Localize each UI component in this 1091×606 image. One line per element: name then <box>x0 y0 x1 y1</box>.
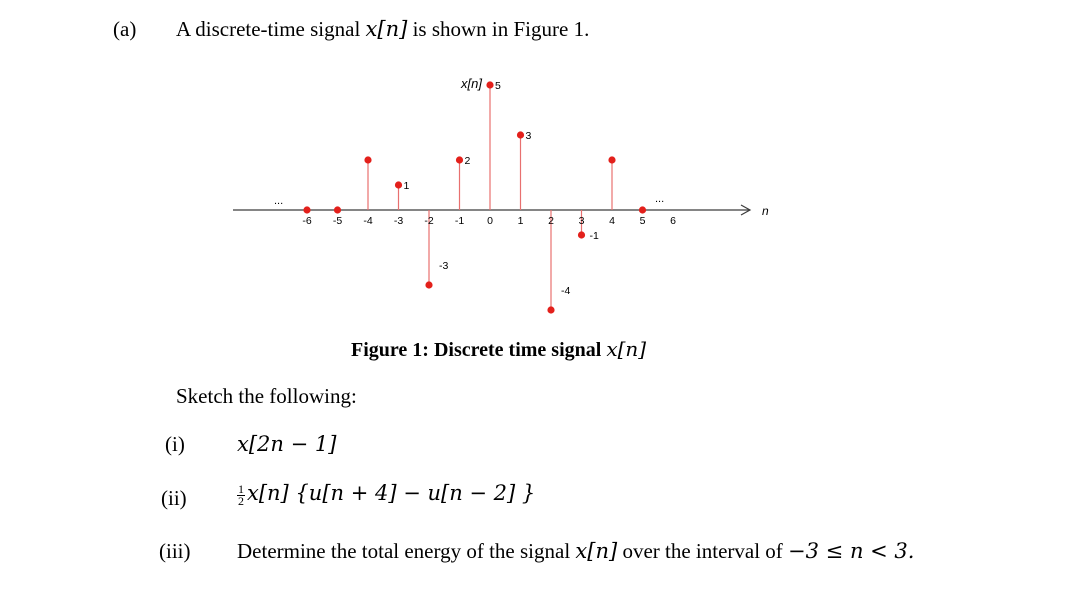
stem-value-label: 5 <box>495 80 501 92</box>
figure-caption <box>351 337 646 362</box>
x-tick-label: -5 <box>332 215 343 227</box>
stem-value-label: 3 <box>525 130 532 142</box>
stem-value-label: 1 <box>403 180 410 192</box>
item-ii-expr-wrap <box>237 481 535 507</box>
x-tick-label: 5 <box>639 215 646 227</box>
stem-marker <box>334 206 341 213</box>
stem-marker <box>547 306 554 313</box>
stem-marker <box>486 81 493 88</box>
x-tick-label: 6 <box>670 215 676 227</box>
x-tick-label: 1 <box>517 215 524 227</box>
stem-marker <box>364 156 371 163</box>
stem-marker <box>425 281 432 288</box>
stem-marker <box>395 181 402 188</box>
stem-marker <box>608 156 615 163</box>
item-ii-label: (ii) <box>161 486 187 510</box>
x-tick-label: 3 <box>578 215 585 227</box>
item-iii-text: Determine the total energy of the signal <box>237 539 571 563</box>
item-iii-text-wrap <box>237 539 914 564</box>
item-i-label: (i) <box>165 432 185 456</box>
intro-suffix: is shown in Figure 1. <box>412 17 590 41</box>
item-iii-label: (iii) <box>159 539 191 563</box>
x-tick-label: -2 <box>424 215 434 227</box>
x-tick-label: -3 <box>393 215 404 227</box>
x-tick-label: 2 <box>548 215 554 227</box>
x-tick-label: 0 <box>487 215 493 227</box>
x-tick-label: -1 <box>454 215 465 227</box>
caption-signal: x[n] <box>606 337 647 361</box>
instruction: Sketch the following: <box>176 384 357 408</box>
stem-marker <box>578 231 585 238</box>
x-tick-label: 4 <box>609 215 615 227</box>
left-ellipsis: ... <box>274 195 284 207</box>
stem-marker <box>303 206 310 213</box>
right-ellipsis: ... <box>655 193 665 205</box>
part-label: (a) <box>113 17 137 41</box>
item-iii-interval: −3 ≤ n < 3. <box>788 539 915 563</box>
item-ii-fraction <box>237 481 245 508</box>
item-iii-signal: x[n] <box>575 539 618 563</box>
intro-signal: x[n] <box>365 17 408 41</box>
frac-numerator: 1 <box>238 481 244 496</box>
stem-marker <box>456 156 463 163</box>
x-tick-label: -6 <box>302 215 312 227</box>
stem-marker <box>639 206 646 213</box>
stem-value-label: -4 <box>561 285 571 297</box>
y-axis-label: x[n] <box>461 76 482 91</box>
x-tick-label: -4 <box>363 215 373 227</box>
caption-text: Figure 1: Discrete time signal <box>351 339 602 361</box>
item-i-expr: x[2n − 1] <box>237 432 337 456</box>
item-iii-interval-prefix: over the interval of <box>622 539 783 563</box>
intro-text: A discrete-time signal <box>176 17 361 41</box>
stem-marker <box>517 131 524 138</box>
stem-value-label: -3 <box>439 260 449 272</box>
x-axis-label: n <box>762 204 769 218</box>
stem-value-label: 2 <box>464 155 471 167</box>
item-ii-expr: x[n] {u[n + 4] − u[n − 2] } <box>247 481 536 505</box>
stem-value-label: -1 <box>589 230 599 242</box>
frac-denominator: 2 <box>238 493 244 508</box>
